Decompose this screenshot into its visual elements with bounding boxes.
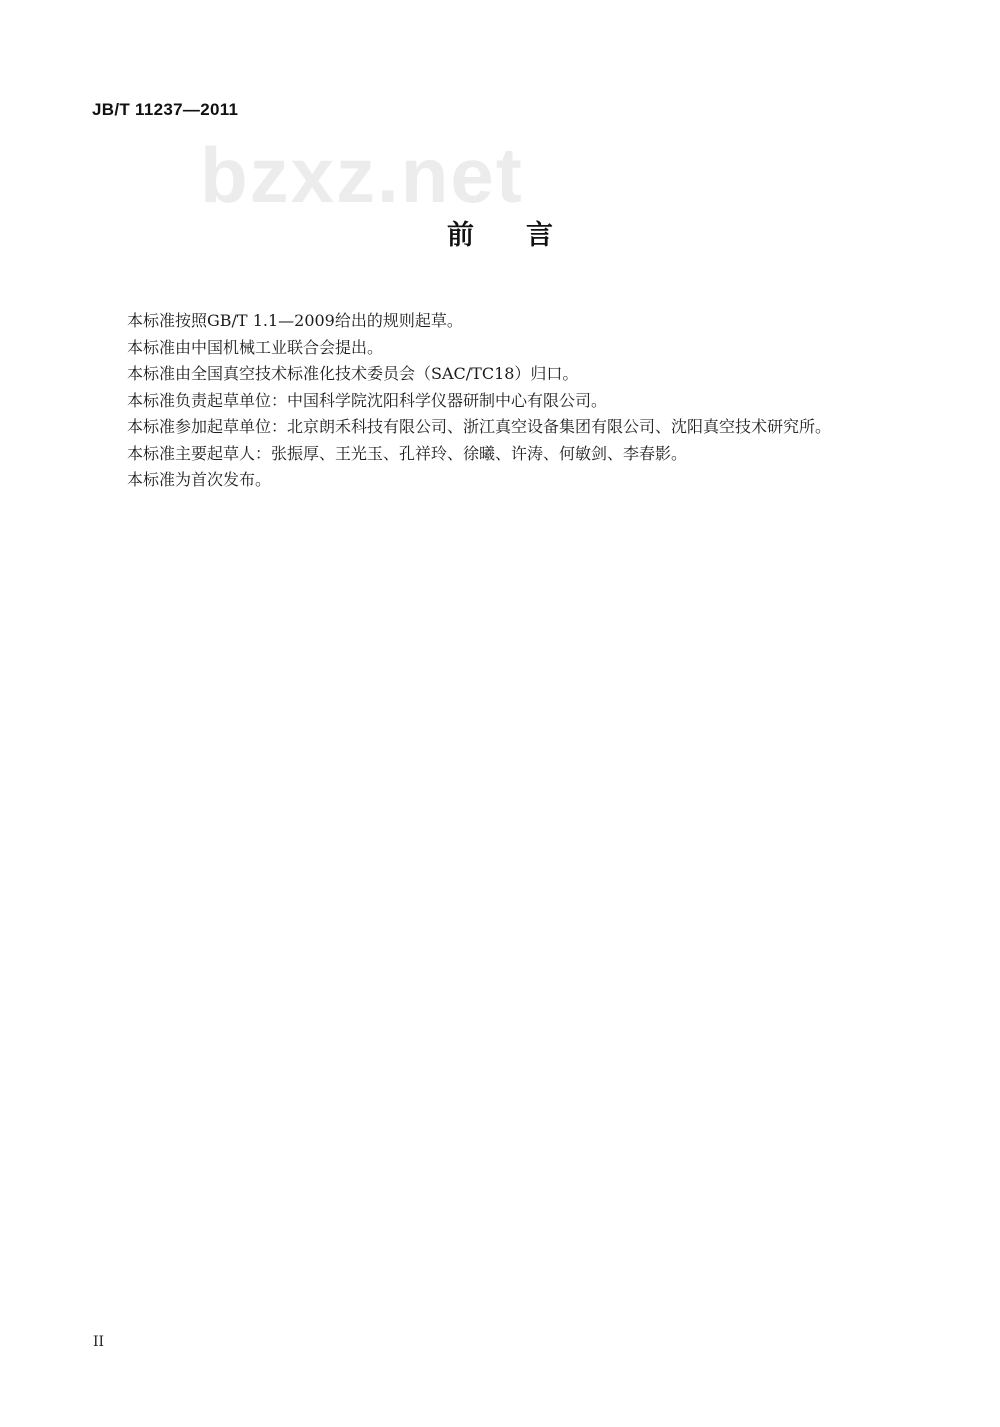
paragraph: 本标准主要起草人：张振厚、王光玉、孔祥玲、徐曦、许涛、何敏剑、李春影。 xyxy=(127,443,688,463)
page-number: II xyxy=(93,1334,105,1350)
paragraph: 本标准按照GB/T 1.1—2009给出的规则起草。 xyxy=(127,311,463,330)
paragraph: 本标准由中国机械工业联合会提出。 xyxy=(127,337,384,357)
paragraph: 本标准为首次发布。 xyxy=(127,470,272,489)
foreword-body xyxy=(127,308,927,494)
standard-number: JB/T 11237—2011 xyxy=(92,100,239,119)
paragraph: 本标准由全国真空技术标准化技术委员会（SAC/TC18）归口。 xyxy=(127,364,579,383)
section-title: 前言 xyxy=(447,220,605,251)
watermark-logo: bzxz.net xyxy=(200,131,524,219)
paragraph: 本标准负责起草单位：中国科学院沈阳科学仪器研制中心有限公司。 xyxy=(127,390,608,410)
paragraph: 本标准参加起草单位：北京朗禾科技有限公司、浙江真空设备集团有限公司、沈阳真空技术研究所。 xyxy=(127,417,832,436)
